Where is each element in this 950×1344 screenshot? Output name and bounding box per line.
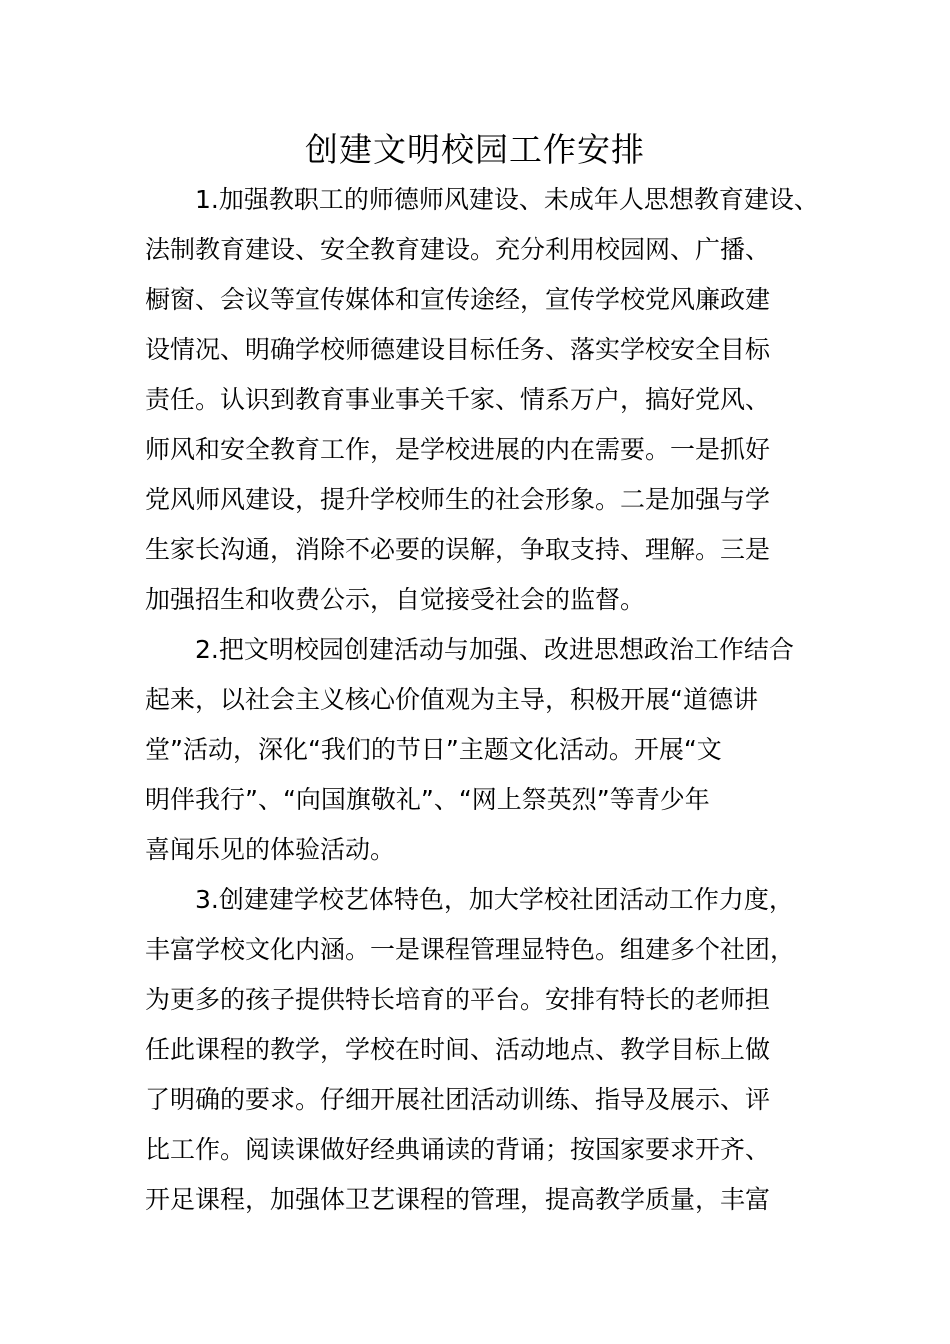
text-line: 丰富学校文化内涵。一是课程管理显特色。组建多个社团， <box>145 935 796 964</box>
text-line: 起来，以社会主义核心价值观为主导，积极开展“道德讲 <box>145 685 758 714</box>
text-line: 法制教育建设、安全教育建设。充分利用校园网、广播、 <box>145 235 771 264</box>
text-line: 堂”活动，深化“我们的节日”主题文化活动。开展“文 <box>145 735 722 764</box>
text-line: 1.加强教职工的师德师风建设、未成年人思想教育建设、 <box>195 185 819 214</box>
text-line: 比工作。阅读课做好经典诵读的背诵；按国家要求开齐、 <box>145 1135 771 1164</box>
document-title: 创建文明校园工作安排 <box>305 130 645 169</box>
text-line: 为更多的孩子提供特长培育的平台。安排有特长的老师担 <box>145 985 771 1014</box>
text-line: 开足课程，加强体卫艺课程的管理，提高教学质量，丰富 <box>145 1185 771 1214</box>
text-line: 喜闻乐见的体验活动。 <box>145 835 396 864</box>
text-line: 设情况、明确学校师德建设目标任务、落实学校安全目标 <box>145 335 771 364</box>
text-line: 了明确的要求。仔细开展社团活动训练、指导及展示、评 <box>145 1085 771 1114</box>
text-line: 加强招生和收费公示，自觉接受社会的监督。 <box>145 585 646 614</box>
text-line: 2.把文明校园创建活动与加强、改进思想政治工作结合 <box>195 635 794 664</box>
text-line: 党风师风建设，提升学校师生的社会形象。二是加强与学 <box>145 485 771 514</box>
text-line: 橱窗、会议等宣传媒体和宣传途经，宣传学校党风廉政建 <box>145 285 771 314</box>
text-line: 3.创建建学校艺体特色，加大学校社团活动工作力度， <box>195 885 794 914</box>
text-line: 任此课程的教学，学校在时间、活动地点、教学目标上做 <box>145 1035 771 1064</box>
text-line: 明伴我行”、“向国旗敬礼”、“网上祭英烈”等青少年 <box>145 785 710 814</box>
text-line: 生家长沟通，消除不必要的误解，争取支持、理解。三是 <box>145 535 771 564</box>
text-line: 师风和安全教育工作，是学校进展的内在需要。一是抓好 <box>145 435 771 464</box>
text-line: 责任。认识到教育事业事关千家、情系万户，搞好党风、 <box>145 385 771 414</box>
